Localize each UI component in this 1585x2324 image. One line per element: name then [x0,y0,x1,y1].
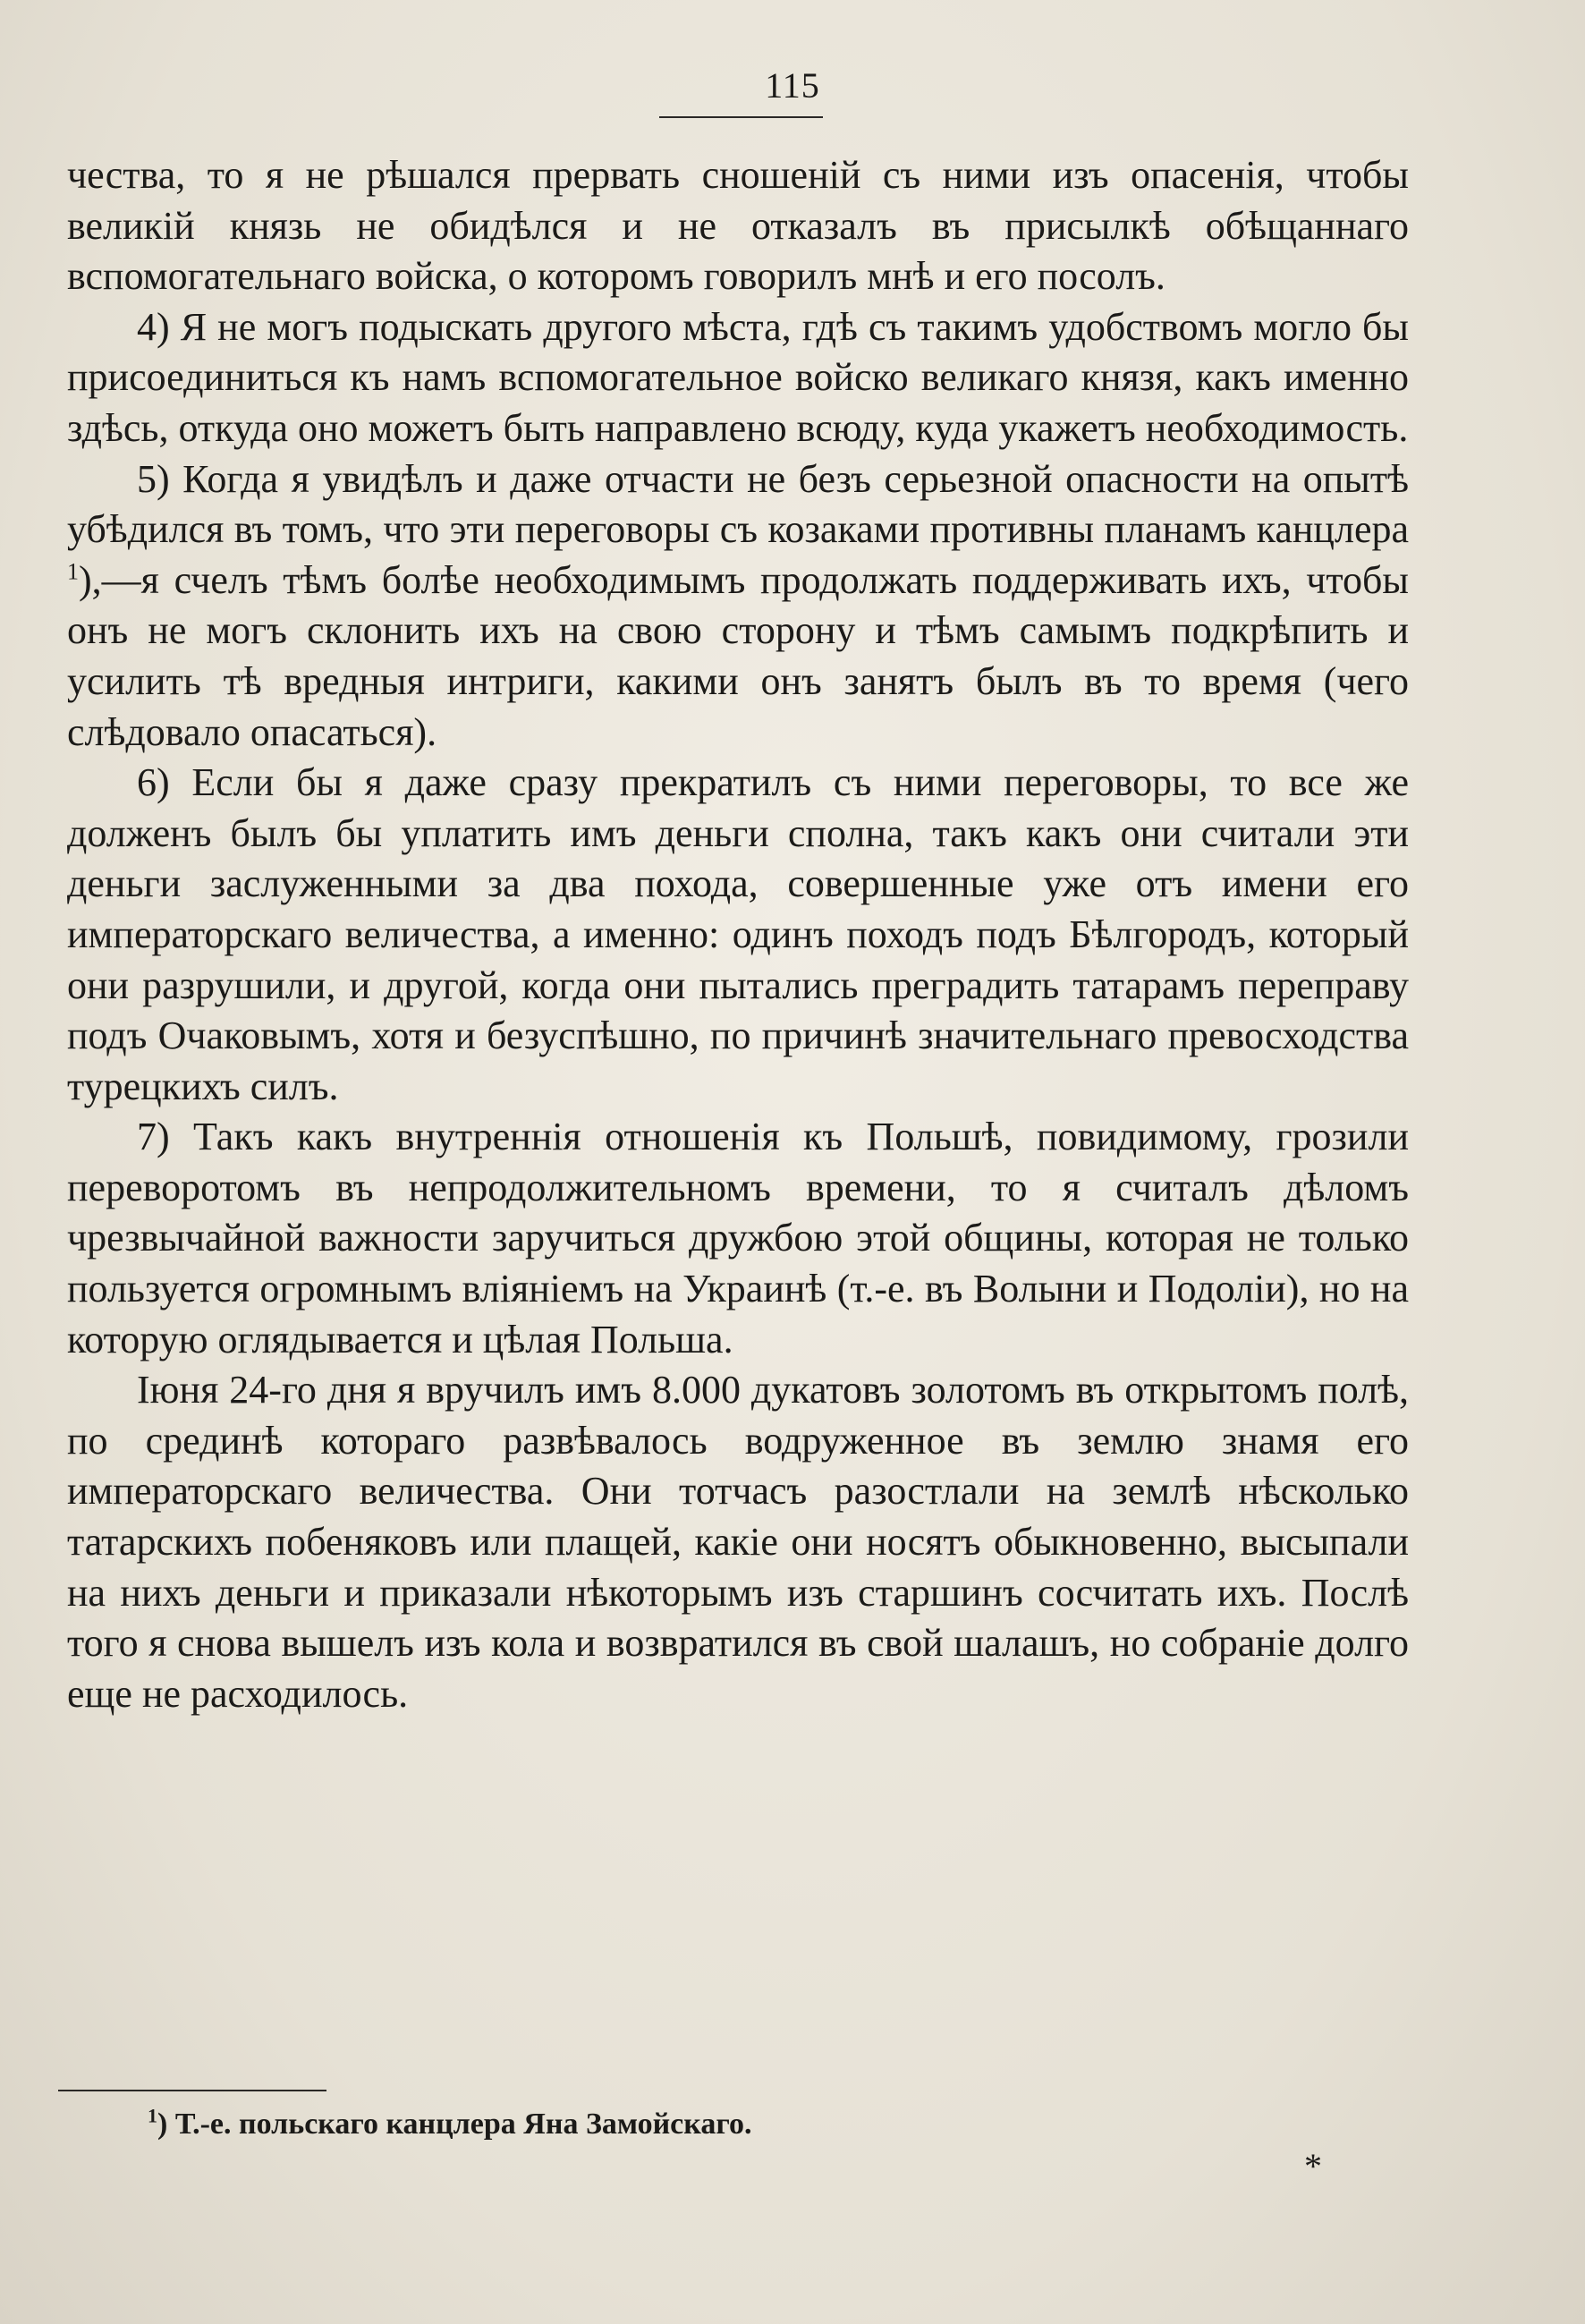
page-number-rule [659,116,823,118]
paragraph [67,150,1409,302]
footnote [148,2104,1400,2145]
paragraph-text: 5) Когда я увидѣлъ и даже отчасти не безъ серьезной опасности на опытѣ убѣдился въ томъ, что эти переговоры съ козаками противны планамъ канцлера [67,456,1409,552]
footnote-rule [58,2090,326,2091]
footnote-reference: 1 [67,558,79,585]
paragraph [67,454,1409,759]
footnote-marker: 1 [148,2104,157,2127]
paragraph [67,1112,1409,1365]
paragraph-text: ),—я счелъ тѣмъ болѣе необходимымъ продолжать поддерживать ихъ, чтобы онъ не могъ склонить ихъ на свою сторону и тѣмъ самымъ подкрѣпить и усилить тѣ вредныя интриги, какими онъ занятъ былъ въ то время (чего слѣдовало опасаться). [67,557,1409,754]
asterisk-mark: * [1304,2146,1322,2186]
paragraph-text: 7) Такъ какъ внутреннiя отношенiя къ Польшѣ, повидимому, грозили переворотомъ въ непродолжительномъ времени, то я считалъ дѣломъ чрезвычайной важности заручиться дружбою этой общины, которая не только пользуется огромнымъ влiянiемъ на Украинѣ (т.-е. въ Волыни и Подолiи), но на которую оглядывается и цѣлая Польша. [67,1115,1409,1361]
paragraph [67,758,1409,1112]
paragraph-text: Iюня 24-го дня я вручилъ имъ 8.000 дукатовъ золотомъ въ открытомъ полѣ, по срединѣ котораго развѣвалось водруженное въ землю знамя его императорскаго величества. Они тотчасъ разостлали на землѣ нѣсколько татарскихъ побеняковъ или плащей, какiе они носятъ обыкновенно, высыпали на нихъ деньги и приказали нѣкоторымъ изъ старшинъ сосчитать ихъ. Послѣ того я снова вышелъ изъ кола и возвратился въ свой шалашъ, но собранiе долго еще не расходилось. [67,1368,1409,1716]
page-number: 115 [765,65,820,106]
paragraph-text: чества, то я не рѣшался прервать сношенiй съ ними изъ опасенiя, чтобы великiй князь не обидѣлся и не отказалъ въ присылкѣ обѣщаннаго вспомогательнаго войска, о которомъ говорилъ мнѣ и его посолъ. [67,153,1409,299]
footnote-text: ) Т.-е. польскаго канцлера Яна Замойскаго. [157,2108,752,2141]
paragraph-text: 6) Если бы я даже сразу прекратилъ съ ними переговоры, то все же долженъ былъ бы уплатить имъ деньги сполна, такъ какъ они считали эти деньги заслуженными за два похода, совершенные уже отъ имени его императорскаго величества, а именно: одинъ походъ подъ Бѣлгородъ, который они разрушили, и другой, когда они пытались преградить татарамъ переправу подъ Очаковымъ, хотя и безуспѣшно, по причинѣ значительнаго превосходства турецкихъ силъ. [67,760,1409,1108]
paragraph [67,302,1409,454]
paragraph [67,1365,1409,1719]
paragraph-text: 4) Я не могъ подыскать другого мѣста, гдѣ съ такимъ удобствомъ могло бы присоединиться къ намъ вспомогательное войско великаго князя, какъ именно здѣсь, откуда оно можетъ быть направлено всюду, куда укажетъ необходимость. [67,304,1409,450]
body-text [67,150,1409,1719]
